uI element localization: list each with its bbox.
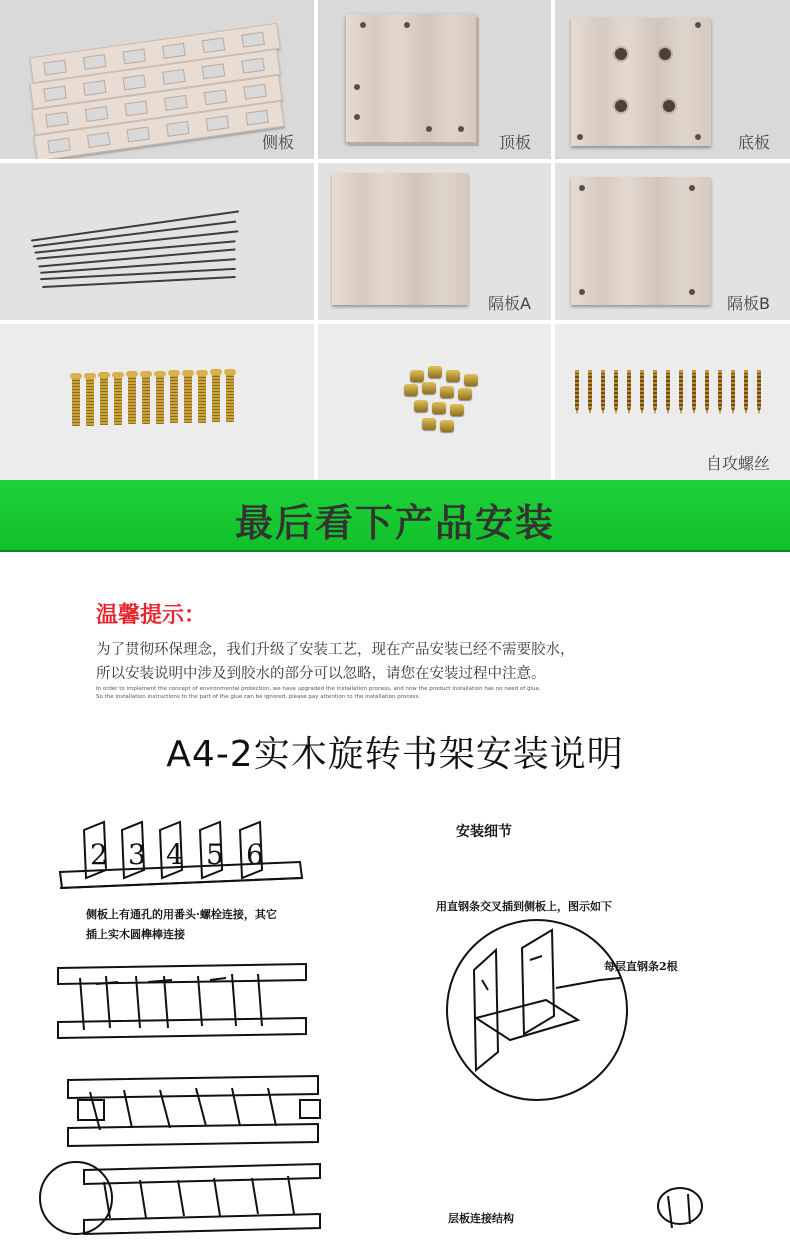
part-cell-screws bbox=[555, 324, 790, 480]
part-cell-barrel-nuts bbox=[318, 324, 551, 480]
panel-number: 4 bbox=[166, 838, 184, 871]
note-right: 用直钢条交叉插到侧板上，图示如下 bbox=[436, 900, 612, 913]
parts-grid bbox=[0, 0, 790, 480]
part-label: 侧板 bbox=[261, 133, 294, 152]
assembly-drawing-svg bbox=[0, 800, 790, 1242]
panel-number: 3 bbox=[128, 838, 146, 871]
note-left-1: 侧板上有通孔的用番头·螺栓连接，其它 bbox=[86, 908, 277, 921]
part-cell-steel-rods bbox=[0, 163, 314, 320]
tip-english-line-2: So the installation instructions to the part of the glue can be ignored, please pay attention to the installation process. bbox=[96, 694, 421, 700]
assembly-drawings bbox=[0, 800, 790, 1242]
tip-english-line-1: In order to implement the concept of environmental protection, we have upgraded the installation process, and now the product installation has no need of glue, bbox=[96, 686, 541, 692]
part-label: 自攻螺丝 bbox=[705, 454, 770, 473]
layer-connection-label: 层板连接结构 bbox=[448, 1212, 514, 1225]
shelf-b-photo bbox=[571, 177, 711, 305]
tip-text-line-1: 为了贯彻环保理念，我们升级了安装工艺，现在产品安装已经不需要胶水， bbox=[96, 642, 575, 658]
panel-number: 6 bbox=[246, 838, 264, 871]
steel-rods-photo bbox=[0, 163, 314, 320]
install-banner bbox=[0, 480, 790, 552]
banner-title: 最后看下产品安装 bbox=[234, 501, 555, 545]
manual-title: A4-2实木旋转书架安装说明 bbox=[166, 734, 624, 775]
shelf-a-photo bbox=[332, 173, 468, 305]
part-cell-bottom-board bbox=[555, 0, 790, 159]
part-cell-shelf-a bbox=[318, 163, 551, 320]
tip-text-line-2: 所以安装说明中涉及到胶水的部分可以忽略，请您在安装过程中注意。 bbox=[96, 666, 546, 682]
barrel-nuts-photo bbox=[318, 324, 551, 480]
part-cell-top-board bbox=[318, 0, 551, 159]
top-board-photo bbox=[346, 14, 476, 142]
part-label: 底板 bbox=[737, 133, 770, 152]
note-left-2: 插上实木圆榫棒连接 bbox=[86, 928, 185, 941]
part-cell-shelf-b bbox=[555, 163, 790, 320]
tip-title: 温馨提示： bbox=[96, 603, 207, 628]
detail-heading: 安装细节 bbox=[456, 824, 512, 840]
part-cell-bolts bbox=[0, 324, 314, 480]
panel-number: 5 bbox=[206, 838, 224, 871]
callout-rods: 每层直钢条2根 bbox=[604, 960, 678, 973]
panel-numbers bbox=[90, 838, 264, 871]
part-label: 隔板B bbox=[727, 294, 770, 313]
bottom-board-photo bbox=[571, 18, 711, 146]
panel-number: 2 bbox=[90, 838, 108, 871]
part-label: 隔板A bbox=[488, 294, 531, 313]
part-label: 顶板 bbox=[498, 133, 531, 152]
part-cell-side-board bbox=[0, 0, 314, 159]
bolts-photo bbox=[0, 324, 314, 480]
